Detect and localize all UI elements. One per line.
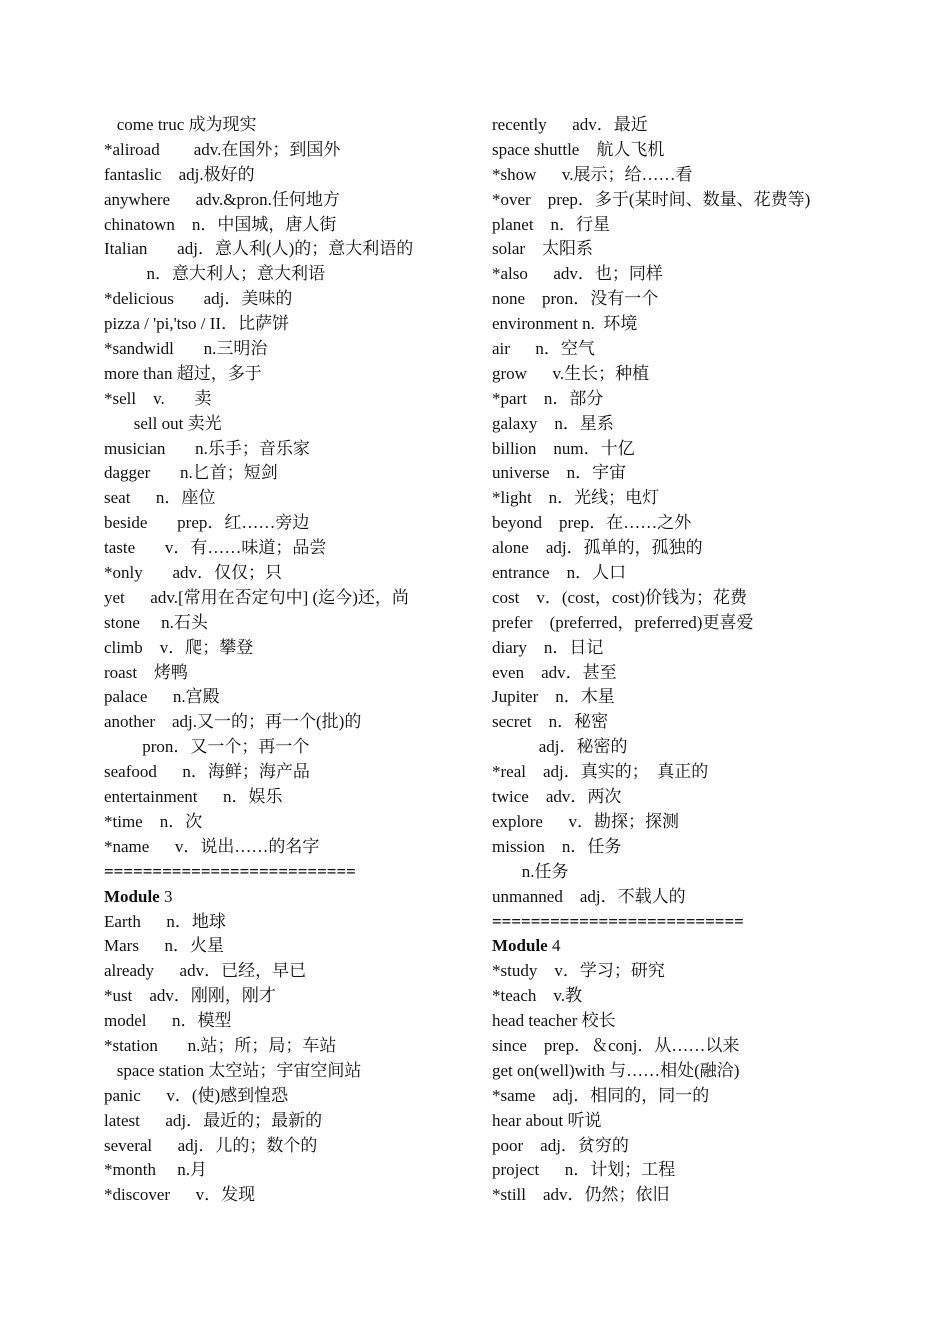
- vocab-entry: pizza / 'pi,'tso / II．比萨饼: [104, 314, 290, 334]
- vocab-entry: climb v．爬；攀登: [104, 637, 254, 657]
- vocab-entry: anywhere adv.&pron.任何地方: [104, 189, 340, 209]
- module-heading: [104, 885, 474, 910]
- vocab-entry: *time n．次: [104, 811, 203, 831]
- module-heading-number: 3: [159, 886, 173, 906]
- vocab-entry: twice adv．两次: [492, 787, 622, 807]
- section-separator: ==========================: [492, 911, 744, 931]
- vocab-entry: *month n.月: [104, 1160, 207, 1180]
- vocab-entry: *only adv．仅仅；只: [104, 563, 283, 583]
- vocab-entry: *sandwidl n.三明治: [104, 339, 268, 359]
- vocab-entry: n.任务: [492, 861, 569, 881]
- section-separator: ==========================: [104, 861, 356, 881]
- vocab-entry: recently adv．最近: [492, 115, 648, 134]
- vocab-entry: grow v.生长；种植: [492, 363, 650, 383]
- vocab-entry: pron．又一个；再一个: [104, 737, 310, 757]
- vocab-entry: musician n.乐手；音乐家: [104, 438, 310, 458]
- vocab-entry: get on(well)with 与……相处(融洽): [492, 1060, 740, 1080]
- vocab-entry: none pron．没有一个: [492, 289, 659, 309]
- vocab-entry: space station 太空站；宇宙空间站: [104, 1060, 362, 1080]
- vocab-entry: galaxy n．星系: [492, 413, 614, 433]
- right-column: [492, 113, 912, 1208]
- vocab-entry: *light n．光线；电灯: [492, 488, 660, 508]
- vocab-entry: Jupiter n．木星: [492, 687, 615, 707]
- vocab-entry: *part n．部分: [492, 388, 604, 408]
- vocab-entry: roast 烤鸭: [104, 662, 189, 682]
- vocab-entry: panic v．(使)感到惶恐: [104, 1085, 289, 1105]
- vocab-entry: head teacher 校长: [492, 1011, 616, 1031]
- vocab-entry: taste v．有……味道；品尝: [104, 538, 327, 558]
- vocab-entry: seat n．座位: [104, 488, 216, 508]
- vocab-entry: several adj．儿的；数个的: [104, 1135, 318, 1155]
- vocab-entry: *study v．学习；研究: [492, 961, 665, 981]
- vocab-entry: *delicious adj．美味的: [104, 289, 293, 309]
- vocab-entry: Mars n．火星: [104, 936, 224, 956]
- vocab-entry: environment n. 环境: [492, 314, 638, 334]
- vocab-entry: space shuttle 航人飞机: [492, 139, 665, 159]
- vocab-entry: Earth n．地球: [104, 911, 226, 931]
- vocab-entry: entrance n．人口: [492, 563, 627, 583]
- vocab-entry: adj．秘密的: [492, 737, 628, 757]
- vocab-entry: billion num．十亿: [492, 438, 635, 458]
- vocab-entry: entertainment n．娱乐: [104, 787, 283, 807]
- module-heading: [492, 934, 912, 959]
- vocab-entry: project n．计划；工程: [492, 1160, 676, 1180]
- vocab-entry: chinatown n．中国城，唐人街: [104, 214, 337, 234]
- module-heading-number: 4: [547, 936, 561, 956]
- vocab-entry: poor adj．贫穷的: [492, 1135, 629, 1155]
- vocab-entry: more than 超过，多于: [104, 363, 262, 383]
- vocab-entry: prefer (preferred，preferred)更喜爱: [492, 612, 754, 632]
- vocab-entry: alone adj．孤单的，孤独的: [492, 538, 703, 558]
- vocab-entry: come truc 成为现实: [104, 115, 257, 134]
- vocab-entry: cost v．(cost，cost)价钱为；花费: [492, 587, 747, 607]
- vocab-entry: unmanned adj．不载人的: [492, 886, 686, 906]
- vocab-entry: beyond prep．在……之外: [492, 513, 692, 533]
- module-heading-label: Module: [492, 936, 548, 956]
- vocab-entry: solar 太阳系: [492, 239, 594, 259]
- vocab-entry: yet adv.[常用在否定句中] (迄今)还，尚: [104, 587, 409, 607]
- vocab-entry: *real adj．真实的； 真正的: [492, 762, 709, 782]
- vocab-entry: sell out 卖光: [104, 413, 222, 433]
- vocab-entry: *name v．说出……的名字: [104, 836, 320, 856]
- vocab-entry: mission n．任务: [492, 836, 622, 856]
- vocab-entry: model n．模型: [104, 1011, 232, 1031]
- vocab-entry: *same adj．相同的，同一的: [492, 1085, 710, 1105]
- vocab-entry: palace n.宫殿: [104, 687, 220, 707]
- vocab-entry: beside prep．红……旁边: [104, 513, 310, 533]
- vocab-entry: *still adv．仍然；依旧: [492, 1185, 670, 1205]
- vocab-entry: universe n．宇宙: [492, 463, 627, 483]
- vocab-entry: *sell v. 卖: [104, 388, 212, 408]
- vocab-entry: *also adv．也；同样: [492, 264, 663, 284]
- vocab-entry: another adj.又一的；再一个(批)的: [104, 712, 362, 732]
- vocab-entry: Italian adj．意人利(人)的；意大利语的: [104, 239, 414, 259]
- vocab-entry: fantaslic adj.极好的: [104, 164, 255, 184]
- vocab-entry: dagger n.匕首；短剑: [104, 463, 278, 483]
- vocab-entry: *ust adv．刚刚，刚才: [104, 986, 276, 1006]
- vocab-entry: *station n.站；所；局；车站: [104, 1035, 337, 1055]
- vocab-entry: latest adj．最近的；最新的: [104, 1110, 323, 1130]
- vocab-entry: *aliroad adv.在国外；到国外: [104, 139, 341, 159]
- vocab-entry: planet n．行星: [492, 214, 611, 234]
- vocab-entry: *over prep．多于(某时间、数量、花费等): [492, 189, 811, 209]
- vocab-entry: since prep．＆conj．从……以来: [492, 1035, 740, 1055]
- left-column: [104, 113, 474, 1208]
- vocab-entry: explore v．勘探；探测: [492, 811, 679, 831]
- vocab-entry: n．意大利人；意大利语: [104, 264, 325, 284]
- vocab-entry: already adv．已经，早已: [104, 961, 307, 981]
- vocab-entry: seafood n．海鲜；海产品: [104, 762, 310, 782]
- vocab-entry: *teach v.教: [492, 986, 583, 1006]
- vocab-entry: stone n.石头: [104, 612, 208, 632]
- module-heading-label: Module: [104, 886, 160, 906]
- vocab-entry: *show v.展示；给……看: [492, 164, 693, 184]
- vocab-entry: *discover v．发现: [104, 1185, 256, 1205]
- vocab-entry: hear about 听说: [492, 1110, 602, 1130]
- vocab-entry: even adv．甚至: [492, 662, 617, 682]
- vocab-entry: air n．空气: [492, 339, 595, 359]
- vocab-entry: diary n．日记: [492, 637, 604, 657]
- vocab-entry: secret n．秘密: [492, 712, 609, 732]
